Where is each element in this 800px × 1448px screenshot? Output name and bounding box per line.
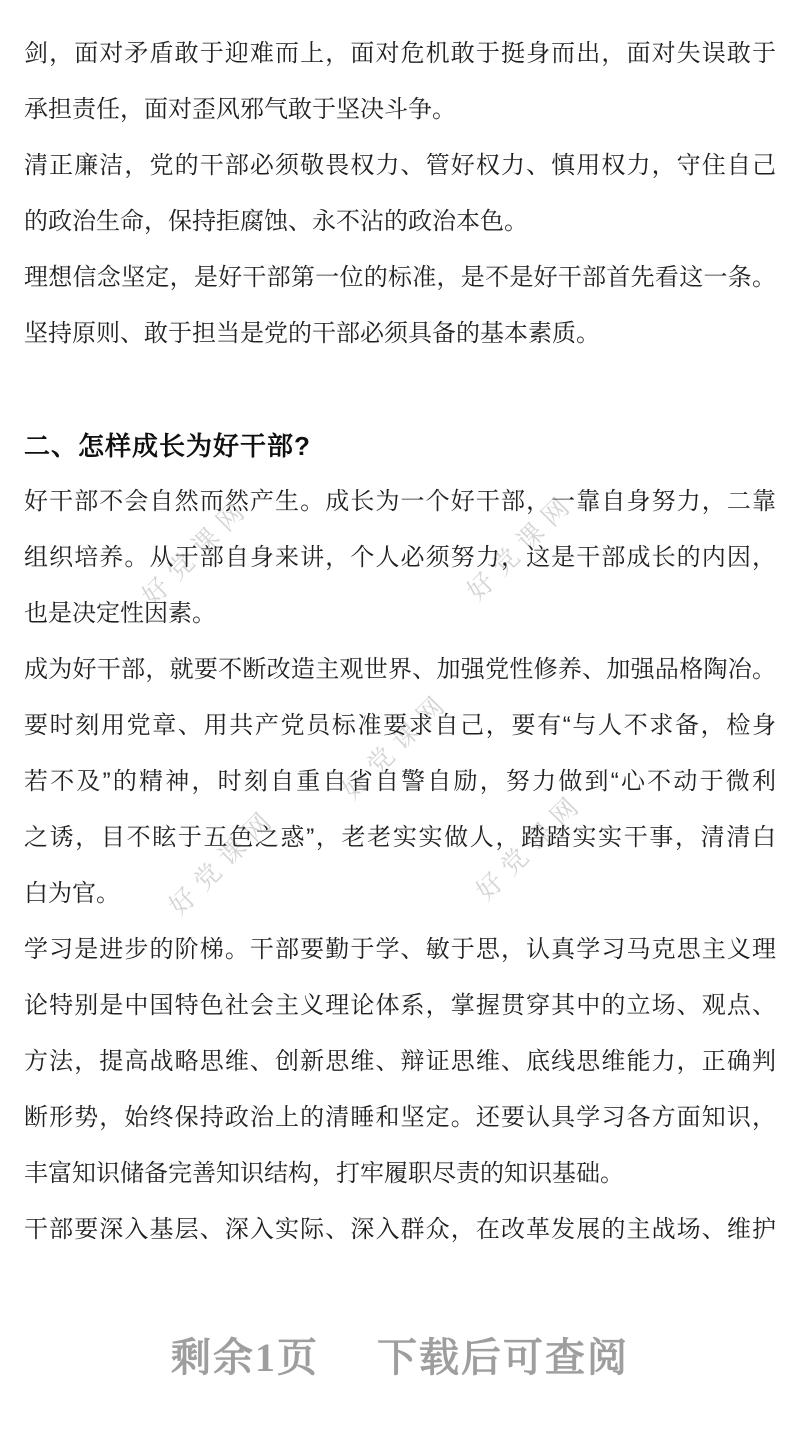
text-line: 二、怎样成长为好干部? [24, 431, 311, 461]
text-line: 的政治生命，保持拒腐蚀、永不沾的政治本色。 [24, 208, 528, 235]
paragraph [24, 474, 776, 642]
text-line: 成为好干部，就要不断改造主观世界、加强党性修养、加强品格陶冶。 [24, 656, 776, 683]
paragraph [24, 1202, 776, 1258]
text-line: 干部要深入基层、深入实际、深入群众，在改革发展的主战场、维护 [24, 1216, 776, 1243]
text-line: 若不及”的精神，时刻自重自省自警自励，努力做到“心不动于微利 [24, 768, 776, 795]
text-line: 清正廉洁，党的干部必须敬畏权力、管好权力、慎用权力，守住自己 [24, 152, 776, 179]
text-line: 也是决定性因素。 [24, 600, 216, 627]
section-heading [24, 418, 776, 474]
text-line: 论特别是中国特色社会主义理论体系，掌握贯穿其中的立场、观点、 [24, 992, 776, 1019]
paragraph [24, 642, 776, 922]
text-line: 剑，面对矛盾敢于迎难而上，面对危机敢于挺身而出，面对失误敢于 [24, 40, 776, 67]
text-line: 学习是进步的阶梯。干部要勤于学、敏于思，认真学习马克思主义理 [24, 936, 776, 963]
paragraph [24, 26, 776, 138]
paragraph [24, 138, 776, 250]
remaining-pages-label: 剩余1页 [171, 1335, 319, 1380]
watermark-text: 好党课网 [460, 485, 582, 607]
watermark-text: 好党课网 [162, 800, 284, 922]
text-line: 要时刻用党章、用共产党员标准要求自己，要有“与人不求备，检身 [24, 712, 776, 739]
text-line: 承担责任，面对歪风邪气敢于坚决斗争。 [24, 96, 456, 123]
text-line: 理想信念坚定，是好干部第一位的标准，是不是好干部首先看这一条。 [24, 264, 776, 291]
text-line: 坚持原则、敢于担当是党的干部必须具备的基本素质。 [24, 320, 600, 347]
text-line: 白为官。 [24, 880, 120, 907]
text-line: 断形势，始终保持政治上的清睡和坚定。还要认具学习各方面知识， [24, 1104, 776, 1131]
paragraph [24, 250, 776, 362]
watermark-text: 好党课网 [335, 684, 457, 806]
page-footer [0, 1330, 800, 1386]
text-line: 好干部不会自然而然产生。成长为一个好干部，一靠自身努力，二靠 [24, 488, 776, 515]
watermark-text: 好党课网 [135, 490, 257, 612]
text-line: 丰富知识储备完善知识结构，打牢履职尽责的知识基础。 [24, 1160, 624, 1187]
text-line: 方法，提高战略思维、创新思维、辩证思维、底线思维能力，正确判 [24, 1048, 776, 1075]
download-hint-label: 下载后可查阅 [377, 1335, 629, 1380]
watermark-text: 好党课网 [469, 785, 591, 907]
paragraph [24, 922, 776, 1202]
text-line: 之诱，目不眩于五色之惑”，老老实实做人，踏踏实实干事，清清白 [24, 824, 776, 851]
text-line: 组织培养。从干部自身来讲，个人必须努力，这是干部成长的内因， [24, 544, 776, 571]
